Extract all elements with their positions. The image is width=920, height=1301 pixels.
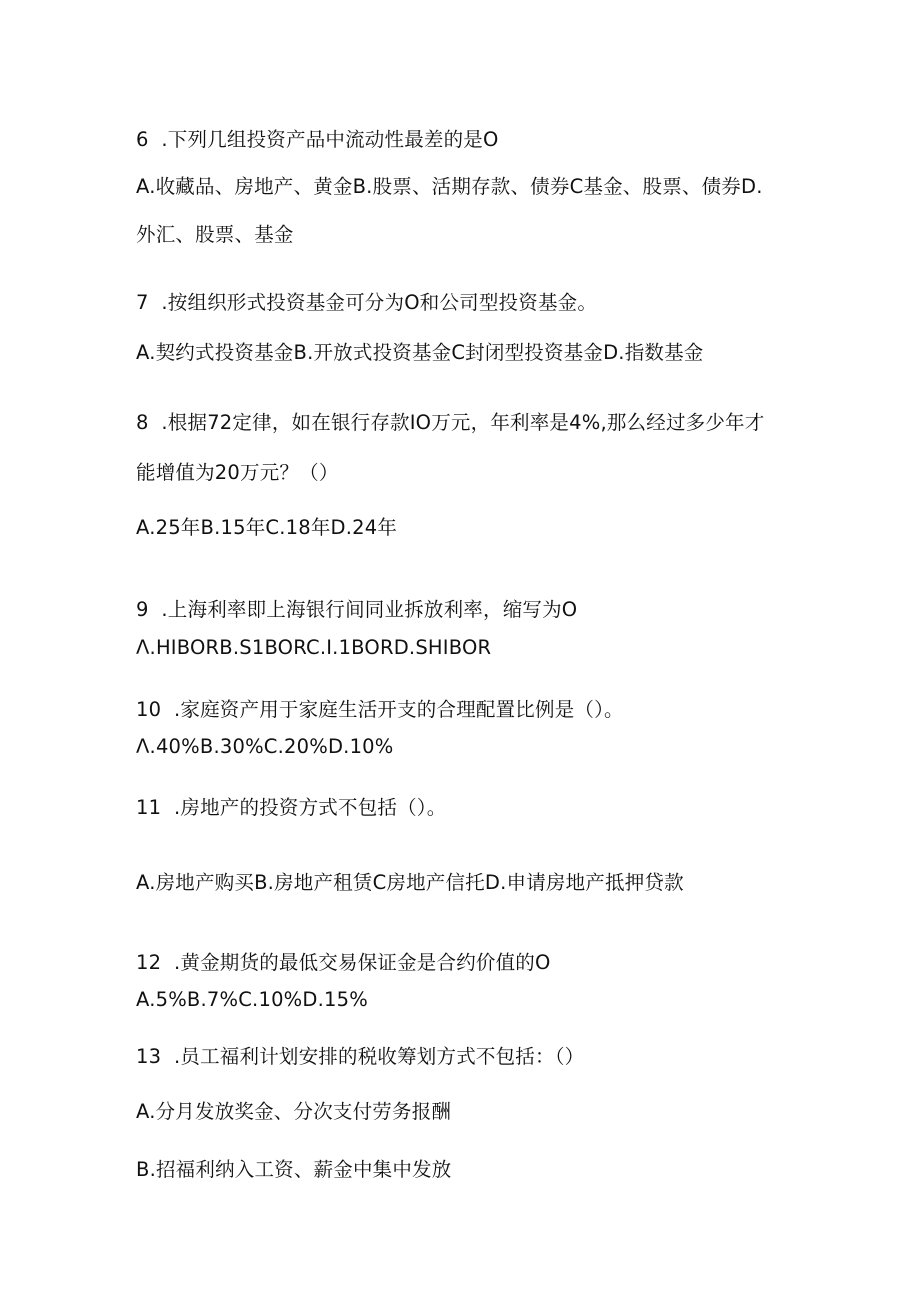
- question-13-option-a: A.分月发放奖金、分次支付劳务报酬: [136, 1100, 452, 1123]
- question-6-options-continued: 外汇、股票、基金: [136, 223, 294, 246]
- question-12-options: A.5%B.7%C.10%D.15%: [136, 988, 368, 1011]
- question-7-options: A.契约式投资基金B.开放式投资基金C封闭型投资基金D.指数基金: [136, 341, 704, 364]
- question-11-stem: 11 .房地产的投资方式不包括（）。: [136, 796, 447, 819]
- question-8-options: A.25年B.15年C.18年D.24年: [136, 516, 398, 539]
- question-12-stem: 12 .黄金期货的最低交易保证金是合约价值的O: [136, 951, 551, 974]
- question-10-stem: 10 .家庭资产用于家庭生活开支的合理配置比例是（）。: [136, 698, 624, 721]
- question-8-stem-continued: 能增值为20万元？（）: [136, 461, 339, 484]
- question-13-option-b: B.招福利纳入工资、薪金中集中发放: [136, 1158, 452, 1181]
- question-8-stem: 8 .根据72定律，如在银行存款IO万元，年利率是4%,那么经过多少年才: [136, 411, 765, 434]
- question-7-stem: 7 .按组织形式投资基金可分为O和公司型投资基金。: [136, 291, 598, 314]
- question-9-stem: 9 .上海利率即上海银行间同业拆放利率，缩写为O: [136, 598, 578, 621]
- question-9-options: Λ.HIBORB.S1BORC.I.1BORD.SHIBOR: [136, 636, 492, 659]
- question-6-stem: 6 .下列几组投资产品中流动性最差的是O: [136, 128, 499, 151]
- question-10-options: Λ.40%B.30%C.20%D.10%: [136, 735, 394, 758]
- question-6-options: A.收藏品、房地产、黄金B.股票、活期存款、债券C基金、股票、债券D.: [136, 175, 763, 198]
- question-11-options: A.房地产购买B.房地产租赁C房地产信托D.申请房地产抵押贷款: [136, 871, 684, 894]
- question-13-stem: 13 .员工福利计划安排的税收筹划方式不包括：（）: [136, 1045, 585, 1068]
